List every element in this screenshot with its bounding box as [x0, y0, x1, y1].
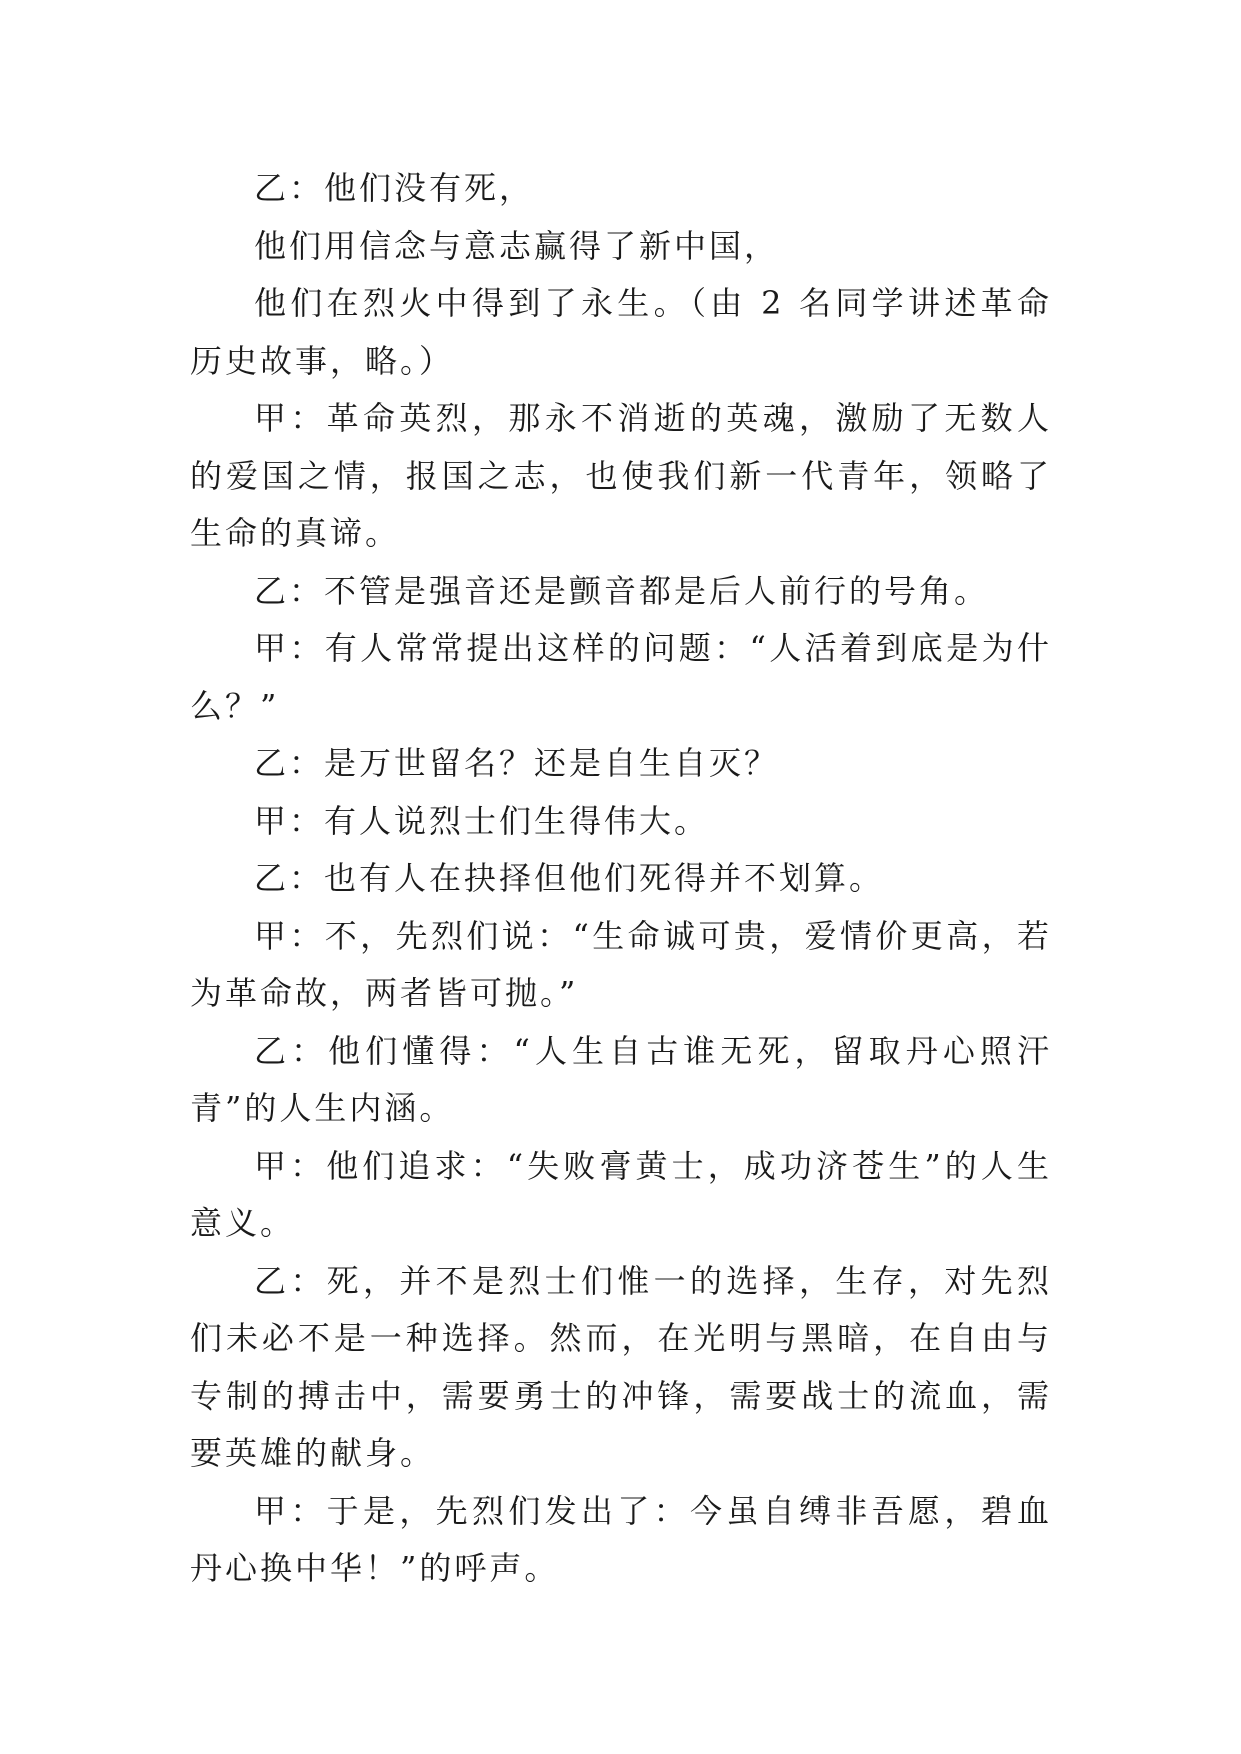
- script-text-body: [190, 160, 1052, 1598]
- dialogue-line: 他们在烈火中得到了永生。（由 2 名同学讲述革命历史故事，略。）: [190, 284, 1052, 380]
- dialogue-line: 甲：有人说烈士们生得伟大。: [254, 801, 710, 840]
- dialogue-line: 乙：也有人在抉择但他们死得并不划算。: [254, 859, 885, 897]
- dialogue-line: 甲：他们追求：“失败膏黄士，成功济苍生”的人生意义。: [190, 1146, 1052, 1242]
- dialogue-line: 乙：他们没有死，: [254, 169, 535, 207]
- dialogue-line: 甲：革命英烈，那永不消逝的英魂，激励了无数人的爱国之情，报国之志，也使我们新一代青年，领略了生命的真谛。: [190, 399, 1052, 552]
- dialogue-line: 甲：于是，先烈们发出了：今虽自缚非吾愿，碧血丹心换中华！”的呼声。: [190, 1491, 1052, 1587]
- dialogue-line: 甲：不，先烈们说：“生命诚可贵，爱情价更高，若为革命故，两者皆可抛。”: [190, 916, 1052, 1012]
- dialogue-line: 甲：有人常常提出这样的问题：“人活着到底是为什么？”: [190, 629, 1052, 725]
- dialogue-line: 乙：不管是强音还是颤音都是后人前行的号角。: [254, 571, 990, 610]
- dialogue-line: 乙：是万世留名？还是自生自灭？: [254, 744, 780, 782]
- dialogue-line: 他们用信念与意志赢得了新中国，: [254, 226, 780, 265]
- dialogue-line: 乙：他们懂得：“人生自古谁无死，留取丹心照汗青”的人生内涵。: [190, 1031, 1052, 1127]
- dialogue-line: 乙：死，并不是烈士们惟一的选择，生存，对先烈们未必不是一种选择。然而，在光明与黑暗，在自由与专制的搏击中，需要勇士的冲锋，需要战士的流血，需要英雄的献身。: [190, 1261, 1052, 1472]
